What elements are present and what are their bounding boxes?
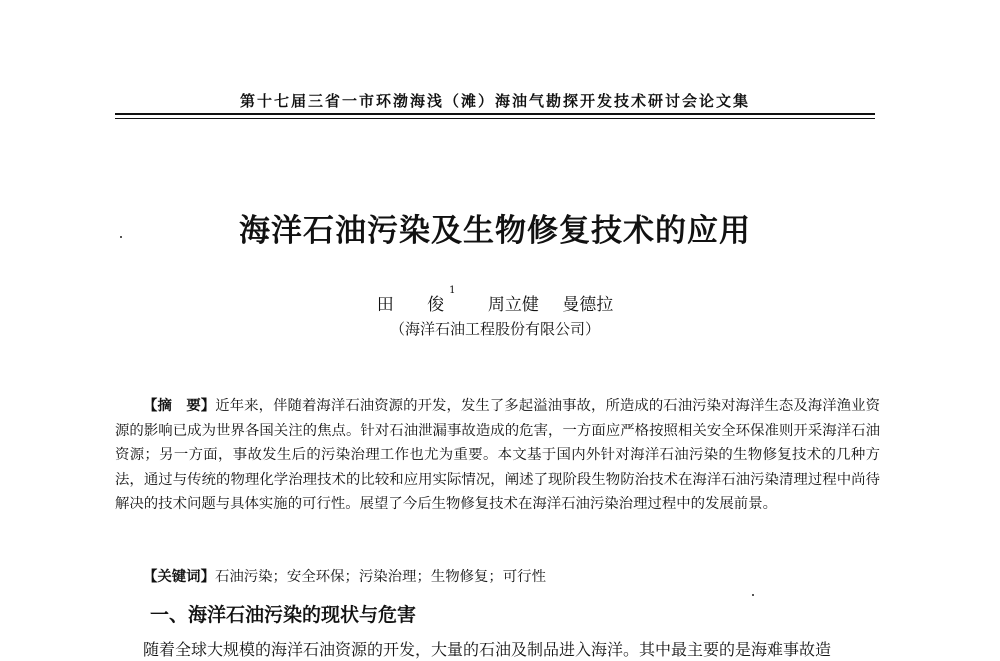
author-list [115,285,875,315]
keywords-label: 【关键词】 [143,568,215,585]
author-name: 田 俊 [376,295,459,315]
section-heading: 一、海洋石油污染的现状与危害 [150,604,417,626]
keywords-text: 石油污染；安全环保；污染治理；生物修复；可行性 [214,569,546,585]
affiliation: （海洋石油工程股份有限公司） [389,320,600,338]
scan-speck [752,594,754,596]
body-paragraph: 随着全球大规模的海洋石油资源的开发，大量的石油及制品进入海洋。其中最主要的是海难事故造 [143,640,832,659]
abstract [115,394,880,517]
author-name: 周立健 [487,295,539,315]
keywords [143,565,546,586]
paper-title: 海洋石油污染及生物修复技术的应用 [239,213,751,249]
abstract-text: 近年来，伴随着海洋石油资源的开发，发生了多起溢油事故，所造成的石油污染对海洋生态及海洋渔业资源的影响已成为世界各国关注的焦点。针对石油泄漏事故造成的危害，一方面应严格按照相关安全环保准则开采海洋石油资源；另一方面，事故发生后的污染治理工作也尤为重要。本文基于国内外针对海洋石油污染的生物修复技术的几种方法，通过与传统的物理化学治理技术的比较和应用实际情况，阐述了现阶段生物防治技术在海洋石油污染清理过程中尚待解决的技术问题与具体实施的可行性。展望了今后生物修复技术在海洋石油污染治理过程中的发展前景。 [115,398,880,512]
author-superscript: 1 [449,285,456,297]
abstract-label: 【摘 要】 [143,397,216,414]
running-header: 第十七届三省一市环渤海浅（滩）海油气勘探开发技术研讨会论文集 [239,92,750,110]
header-rule-thin [115,118,875,119]
author-name: 曼德拉 [562,295,614,315]
header-rule-thick [115,113,875,115]
